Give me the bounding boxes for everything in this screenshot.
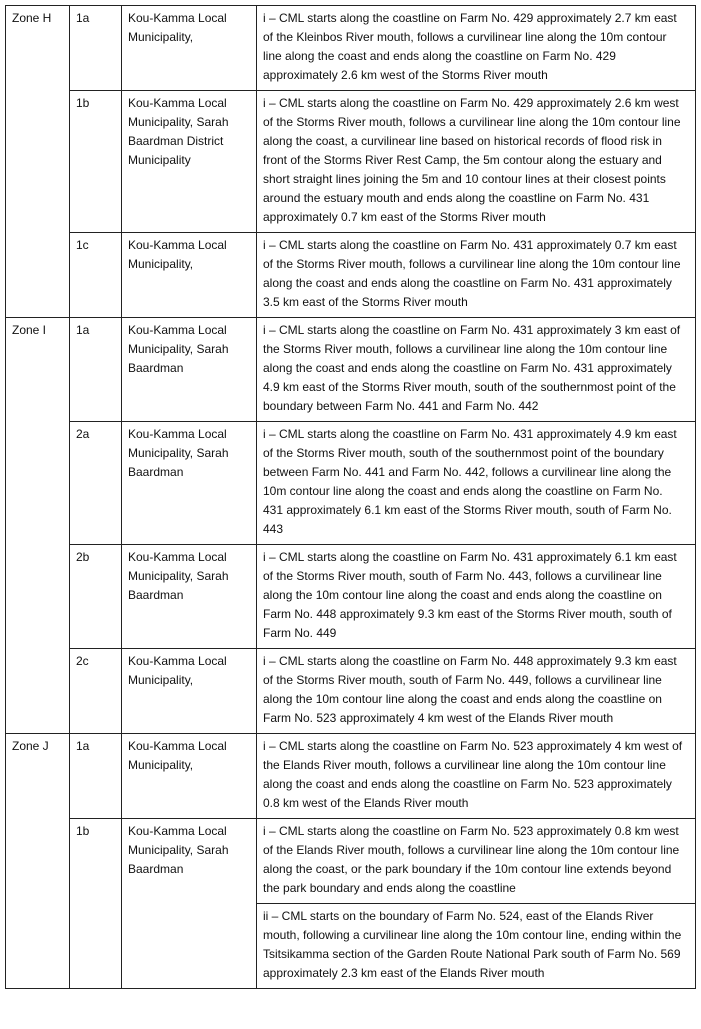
description-cell: i – CML starts along the coastline on Farm No. 429 approximately 2.7 km east of the Kleinbos River mouth, follows a curvilinear line along the 10m contour line along the coast and ends along the coastline on Farm No. 429 approximately 2.6 km west of the Storms River mouth bbox=[257, 6, 696, 91]
municipality-cell: Kou-Kamma Local Municipality, bbox=[122, 6, 257, 91]
description-cell: i – CML starts along the coastline on Farm No. 429 approximately 2.6 km west of the Storms River mouth, follows a curvilinear line along the 10m contour line along the coast, a curvilinear line based on historical records of flood risk in front of the Storms River Rest Camp, the 5m contour along the estuary and short straight lines joining the 5m and 10 contour lines at their closest points around the estuary mouth and ends along the coastline on Farm No. 431 approximately 0.7 km east of the Storms River mouth bbox=[257, 91, 696, 233]
sub-zone-cell: 1b bbox=[70, 819, 122, 989]
municipality-cell: Kou-Kamma Local Municipality, Sarah Baardman bbox=[122, 422, 257, 545]
table-row bbox=[6, 6, 696, 91]
description-cell: ii – CML starts on the boundary of Farm No. 524, east of the Elands River mouth, following a curvilinear line along the 10m contour line, ending within the Tsitsikamma section of the Garden Route National Park south of Farm No. 569 approximately 2.3 km east of the Elands River mouth bbox=[257, 904, 696, 989]
table-row bbox=[6, 91, 696, 233]
sub-zone-cell: 1a bbox=[70, 6, 122, 91]
description-cell: i – CML starts along the coastline on Farm No. 431 approximately 4.9 km east of the Storms River mouth, south of the southernmost point of the boundary between Farm No. 441 and Farm No. 442, follows a curvilinear line along the 10m contour line along the coast and ends along the coastline on Farm No. 431 approximately 6.1 km east of the Storms River mouth, south of Farm No. 443 bbox=[257, 422, 696, 545]
sub-zone-cell: 2a bbox=[70, 422, 122, 545]
zone-cell: Zone J bbox=[6, 734, 70, 989]
description-cell: i – CML starts along the coastline on Farm No. 431 approximately 0.7 km east of the Storms River mouth, follows a curvilinear line along the 10m contour line along the coast and ends along the coastline on Farm No. 431 approximately 3.5 km east of the Storms River mouth bbox=[257, 233, 696, 318]
municipality-cell: Kou-Kamma Local Municipality, Sarah Baardman bbox=[122, 318, 257, 422]
description-cell: i – CML starts along the coastline on Farm No. 448 approximately 9.3 km east of the Storms River mouth, south of Farm No. 449, follows a curvilinear line along the 10m contour line along the coast and ends along the coastline on Farm No. 523 approximately 4 km west of the Elands River mouth bbox=[257, 649, 696, 734]
description-cell: i – CML starts along the coastline on Farm No. 523 approximately 4 km west of the Elands River mouth, follows a curvilinear line along the 10m contour line along the coast and ends along the coastline on Farm No. 523 approximately 0.8 km west of the Elands River mouth bbox=[257, 734, 696, 819]
description-cell: i – CML starts along the coastline on Farm No. 431 approximately 3 km east of the Storms River mouth, follows a curvilinear line along the 10m contour line along the coast and ends along the coastline on Farm No. 431 approximately 4.9 km east of the Storms River mouth, south of the southernmost point of the boundary between Farm No. 441 and Farm No. 442 bbox=[257, 318, 696, 422]
table-row bbox=[6, 649, 696, 734]
zone-cell: Zone H bbox=[6, 6, 70, 318]
sub-zone-cell: 1a bbox=[70, 318, 122, 422]
sub-zone-cell: 1c bbox=[70, 233, 122, 318]
municipality-cell: Kou-Kamma Local Municipality, bbox=[122, 649, 257, 734]
description-cell: i – CML starts along the coastline on Farm No. 431 approximately 6.1 km east of the Storms River mouth, south of Farm No. 443, follows a curvilinear line along the 10m contour line along the coast and ends along the coastline on Farm No. 448 approximately 9.3 km east of the Storms River mouth, south of Farm No. 449 bbox=[257, 545, 696, 649]
zone-cell: Zone I bbox=[6, 318, 70, 734]
table-row bbox=[6, 318, 696, 422]
sub-zone-cell: 1a bbox=[70, 734, 122, 819]
cml-zones-table-body bbox=[6, 6, 696, 989]
description-cell: i – CML starts along the coastline on Farm No. 523 approximately 0.8 km west of the Elands River mouth, follows a curvilinear line along the 10m contour line along the coast, or the park boundary if the 10m contour line extends beyond the park boundary and ends along the coastline bbox=[257, 819, 696, 904]
cml-zones-table bbox=[5, 5, 696, 989]
municipality-cell: Kou-Kamma Local Municipality, Sarah Baardman bbox=[122, 545, 257, 649]
table-row bbox=[6, 422, 696, 545]
sub-zone-cell: 2b bbox=[70, 545, 122, 649]
municipality-cell: Kou-Kamma Local Municipality, bbox=[122, 734, 257, 819]
municipality-cell: Kou-Kamma Local Municipality, Sarah Baardman bbox=[122, 819, 257, 989]
table-row bbox=[6, 734, 696, 819]
municipality-cell: Kou-Kamma Local Municipality, Sarah Baardman District Municipality bbox=[122, 91, 257, 233]
table-row bbox=[6, 233, 696, 318]
table-row bbox=[6, 545, 696, 649]
sub-zone-cell: 1b bbox=[70, 91, 122, 233]
municipality-cell: Kou-Kamma Local Municipality, bbox=[122, 233, 257, 318]
table-row bbox=[6, 819, 696, 904]
sub-zone-cell: 2c bbox=[70, 649, 122, 734]
